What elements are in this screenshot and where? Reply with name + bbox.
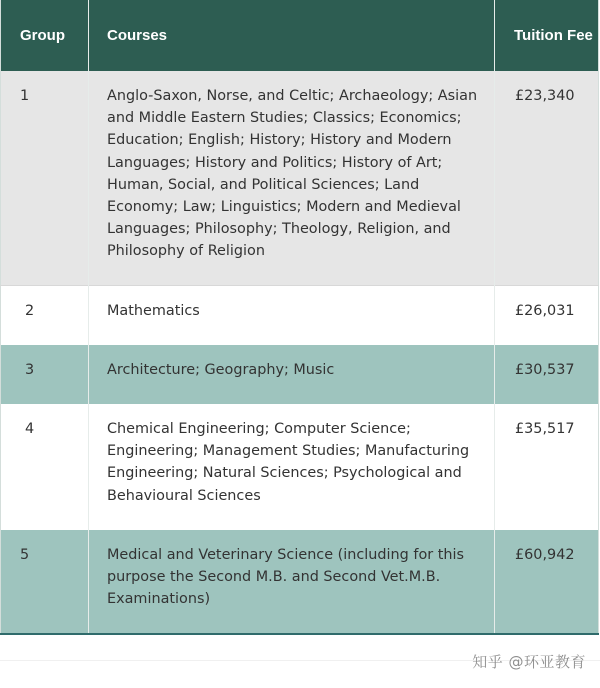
group-number: 2 [1, 285, 89, 345]
group-number: 1 [1, 71, 89, 285]
courses-cell: Chemical Engineering; Computer Science; Engineering; Management Studies; Manufacturing Engineering; Natural Sciences; Psychological and Behavioural Sciences [89, 404, 495, 530]
courses-cell: Mathematics [89, 285, 495, 345]
group-number: 4 [1, 404, 89, 530]
table-header [1, 0, 599, 71]
table-body [1, 71, 599, 634]
fee-cell: £35,517 [495, 404, 599, 530]
table-row [1, 71, 599, 285]
fee-cell: £30,537 [495, 345, 599, 404]
watermark-text: 知乎 @环亚教育 [472, 653, 586, 671]
group-number: 5 [1, 530, 89, 634]
fee-cell: £60,942 [495, 530, 599, 634]
header-group: Group [1, 0, 89, 71]
table-row [1, 530, 599, 634]
fee-cell: £26,031 [495, 285, 599, 345]
table-row [1, 345, 599, 404]
courses-cell: Architecture; Geography; Music [89, 345, 495, 404]
courses-cell: Medical and Veterinary Science (including for this purpose the Second M.B. and Second Vet.M.B. Examinations) [89, 530, 495, 634]
table-row [1, 285, 599, 345]
courses-cell: Anglo-Saxon, Norse, and Celtic; Archaeology; Asian and Middle Eastern Studies; Classics; Economics; Education; English; History; History and Modern Languages; History and Politics; History of Art; Human, Social, and Political Sciences; Land Economy; Law; Linguistics; Modern and Medieval Languages; Philosophy; Theology, Religion, and Philosophy of Religion [89, 71, 495, 285]
fee-cell: £23,340 [495, 71, 599, 285]
header-row [1, 0, 599, 71]
table-row [1, 404, 599, 530]
header-tuition-fee: Tuition Fee [495, 0, 599, 71]
header-courses: Courses [89, 0, 495, 71]
group-number: 3 [1, 345, 89, 404]
